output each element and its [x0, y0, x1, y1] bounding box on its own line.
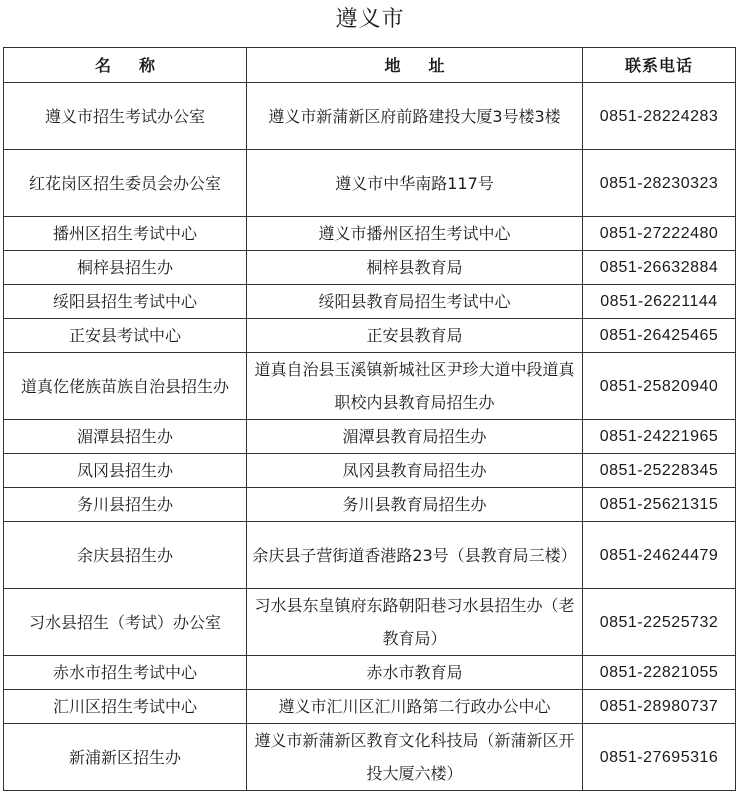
phone-cell: 0851-26632884 [583, 251, 736, 285]
phone-cell: 0851-22525732 [583, 589, 736, 656]
table-row [4, 319, 736, 353]
org-name-cell: 湄潭县招生办 [4, 420, 247, 454]
address-cell: 遵义市汇川区汇川路第二行政办公中心 [247, 690, 583, 724]
org-name-cell: 习水县招生（考试）办公室 [4, 589, 247, 656]
org-name-cell: 播州区招生考试中心 [4, 217, 247, 251]
org-name-cell: 余庆县招生办 [4, 522, 247, 589]
header-phone: 联系电话 [583, 48, 736, 83]
phone-cell: 0851-27695316 [583, 724, 736, 791]
address-cell: 习水县东皇镇府东路朝阳巷习水县招生办（老教育局） [247, 589, 583, 656]
table-row [4, 83, 736, 150]
address-cell: 湄潭县教育局招生办 [247, 420, 583, 454]
org-name-cell: 务川县招生办 [4, 488, 247, 522]
address-cell: 赤水市教育局 [247, 656, 583, 690]
org-name-cell: 桐梓县招生办 [4, 251, 247, 285]
address-cell: 正安县教育局 [247, 319, 583, 353]
table-row [4, 353, 736, 420]
table-row [4, 488, 736, 522]
phone-cell: 0851-24624479 [583, 522, 736, 589]
phone-cell: 0851-24221965 [583, 420, 736, 454]
org-name-cell: 道真仡佬族苗族自治县招生办 [4, 353, 247, 420]
table-row [4, 522, 736, 589]
org-name-cell: 绥阳县招生考试中心 [4, 285, 247, 319]
table-row [4, 656, 736, 690]
org-name-cell: 汇川区招生考试中心 [4, 690, 247, 724]
table-row [4, 454, 736, 488]
phone-cell: 0851-22821055 [583, 656, 736, 690]
table-row [4, 285, 736, 319]
address-cell: 务川县教育局招生办 [247, 488, 583, 522]
phone-cell: 0851-25820940 [583, 353, 736, 420]
address-cell: 凤冈县教育局招生办 [247, 454, 583, 488]
address-cell: 遵义市新蒲新区教育文化科技局（新蒲新区开投大厦六楼） [247, 724, 583, 791]
address-cell: 遵义市新蒲新区府前路建投大厦3号楼3楼 [247, 83, 583, 150]
table-row [4, 217, 736, 251]
page-title: 遵义市 [335, 7, 405, 32]
address-cell: 道真自治县玉溪镇新城社区尹珍大道中段道真职校内县教育局招生办 [247, 353, 583, 420]
header-address: 地址 [247, 48, 583, 83]
table-row [4, 420, 736, 454]
org-name-cell: 新浦新区招生办 [4, 724, 247, 791]
table-body [4, 83, 736, 791]
table-row [4, 589, 736, 656]
org-name-cell: 遵义市招生考试办公室 [4, 83, 247, 150]
phone-cell: 0851-25228345 [583, 454, 736, 488]
table-row [4, 690, 736, 724]
address-cell: 遵义市中华南路117号 [247, 150, 583, 217]
org-name-cell: 赤水市招生考试中心 [4, 656, 247, 690]
phone-cell: 0851-25621315 [583, 488, 736, 522]
table-row [4, 150, 736, 217]
org-name-cell: 凤冈县招生办 [4, 454, 247, 488]
address-cell: 遵义市播州区招生考试中心 [247, 217, 583, 251]
org-name-cell: 红花岗区招生委员会办公室 [4, 150, 247, 217]
phone-cell: 0851-28224283 [583, 83, 736, 150]
phone-cell: 0851-27222480 [583, 217, 736, 251]
address-cell: 桐梓县教育局 [247, 251, 583, 285]
phone-cell: 0851-28230323 [583, 150, 736, 217]
table-row [4, 251, 736, 285]
address-cell: 绥阳县教育局招生考试中心 [247, 285, 583, 319]
table-row [4, 724, 736, 791]
phone-cell: 0851-26221144 [583, 285, 736, 319]
address-cell: 余庆县子营街道香港路23号（县教育局三楼） [247, 522, 583, 589]
phone-cell: 0851-26425465 [583, 319, 736, 353]
table-header-row [4, 48, 736, 83]
contact-table [3, 47, 736, 791]
org-name-cell: 正安县考试中心 [4, 319, 247, 353]
header-name: 名称 [4, 48, 247, 83]
phone-cell: 0851-28980737 [583, 690, 736, 724]
